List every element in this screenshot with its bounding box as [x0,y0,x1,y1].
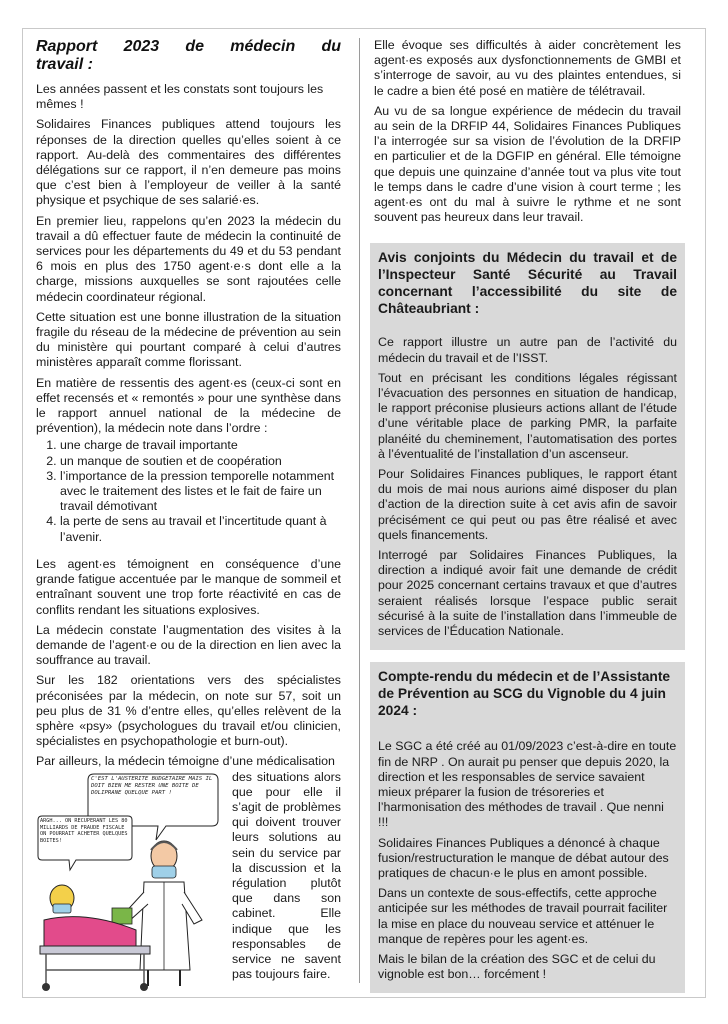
column-divider [359,38,360,983]
title-word: 2023 [123,38,160,55]
title-word: Rapport [36,38,98,55]
paragraph: Les années passent et les constats sont toujours les mêmes ! [36,82,324,112]
paragraph: Elle évoque ses difficultés à aider concrètement les agent·es exposés aux dysfonctionnements de GMBI et s’interroge de savoir, au vu des plaintes entendues, si le cadre a bien été posé en matière de télétravail. [374,38,681,98]
right-column [374,38,681,993]
ressentis-list [36,438,341,544]
doctor-speech-text: C'EST L'AUSTÉRITÉ BUDGÉTAIRE MAIS IL DOIT BIEN ME RESTER UNE BOITE DE DOLIPRANE QUELQUE PART ! [91,775,213,796]
paragraph: des situations alors que pour elle il s’agit de problèmes qui doivent trouver leurs solutions au sein du service par la discussion et la régulation plutôt que dans son cabinet. Elle indique que les responsables de service ne savent pas toujours faire. [232,769,341,982]
paragraph: Tout en précisant les conditions légales régissant l’évacuation des personnes en situation de handicap, le rapport préconise plusieurs actions allant de l’étude d’une véritable place de parking PMR, la parfaite planéité du cheminement, l’automatisation des portes à l’éventualité de l’installation d’un ascenseur. [378,370,677,461]
paragraph: En matière de ressentis des agent·es (ceux-ci sont en effet recensés et « remontés » pour une synthèse dans le rapport annuel national de la médecine de prévention), la médecin note dans l’ordre : [36,375,341,436]
paragraph: Mais le bilan de la création des SGC et de celui du vignoble est bon… forcément ! [378,951,656,982]
paragraph: La médecin constate l’augmentation des visites à la demande de l’agent·e ou de la direction en lien avec la souffrance au travail. [36,622,341,668]
scg-vignoble-box [370,662,685,993]
paragraph: Solidaires Finances Publiques a dénoncé à chaque fusion/restructuration le manque de débat autour des pratiques de chacun·e le plus en amont possible. [378,835,669,880]
title-word: du [321,38,341,55]
doctor-cartoon [36,770,226,995]
box-title: Avis conjoints du Médecin du travail et de l’Inspecteur Santé Sécurité au Travail concernant l’accessibilité du site de Châteaubriant : [378,250,677,317]
box-title: Compte-rendu du médecin et de l’Assistante de Prévention au SCG du Vignoble du 4 juin 2024 : [378,669,671,719]
title-word: médecin [230,38,296,55]
article-title [36,38,341,74]
title-word: de [185,38,205,55]
left-column [36,38,341,995]
paragraph: Pour Solidaires Finances publiques, le rapport étant du mois de mai nous aurions aimé disposer du plan d’action de la direction suite à cet avis afin de savoir précisément ce qui peut ou pas être réalisé et avec quels financements. [378,467,677,542]
list-item: 4. la perte de sens au travail et l’incertitude quant à l’avenir. [60,514,341,544]
paragraph: Par ailleurs, la médecin témoigne d’une médicalisation [36,754,335,769]
paragraph: Dans un contexte de sous-effectifs, cette approche anticipée sur les méthodes de travail pourrait faciliter la mise en place du nouveau service et atténuer le manque de repères pour les agent·es. [378,886,668,946]
paragraph: Cette situation est une bonne illustration de la situation fragile du réseau de la médecine de prévention au sein du ministère qui pourtant comparé à celui d’autres ministères apparaît comme florissant. [36,309,341,370]
paragraph: Interrogé par Solidaires Finances Publiques, la direction a indiqué avoir fait une demande de crédit pour 2025 concernant certains travaux et que d’autres seraient réalisés lorsque l’espace public serait sécurisé à la suite de l’installation dans l’immeuble de services de l’Éducation Nationale. [378,548,677,639]
paragraph: Le SGC a été créé au 01/09/2023 c’est-à-dire en toute fin de NRP . On aurait pu penser que depuis 2020, la direction et les responsables de service savaient mieux préparer la fusion de trésoreries et l’harmonisation des méthodes de travail . Que nenni !!! [378,739,677,830]
title-line-2: travail : [36,56,93,73]
doctor-cartoon-drawing [36,770,226,995]
list-item: 2. un manque de soutien et de coopération [60,454,341,469]
list-item: 3. l’importance de la pression temporelle notamment avec le traitement des listes et le fait de faire un travail démotivant [60,469,341,515]
paragraph: Sur les 182 orientations vers des spécialistes préconisées par la médecin, on note sur 57, soit un peu plus de 31 % d’entre elles, qu’elles relèvent de la sphère «psy» (psychologues du travail et/ou clinicien, spécialistes en psychopathologie et burn-out). [36,673,341,749]
list-item: 1. une charge de travail importante [60,438,341,453]
paragraph: Au vu de sa longue expérience de médecin du travail au sein de la DRFIP 44, Solidaires Finances Publiques l’a interrogée sur sa vision de l’évolution de la DRFIP en particulier et de la DGFIP en général. Elle témoigne que depuis une quinzaine d’année tout va plus vite tout le temps dans le cadre d’une vision à court terme ; les agent·es ont du mal à suivre le rythme et ne sont souvent pas heureux dans leur travail. [374,103,681,225]
paragraph: Ce rapport illustre un autre pan de l’activité du médecin du travail et de l’ISST. [378,335,677,365]
patient-speech-text: ARGH... ON RÉCUPÉRANT LES 80 MILLIARDS DE FRAUDE FISCALE ON POURRAIT ACHETER QUELQUES BOITES! [40,817,128,844]
paragraph: En premier lieu, rappelons qu’en 2023 la médecin du travail a dû effectuer faute de médecin la continuité de services pour les départements du 49 et du 53 pendant 6 mois en plus des 1750 agent·e·s dont elle a la charge, missions auxquelles se sont rajoutées celle médecin coordinateur régional. [36,213,341,304]
paragraph: Solidaires Finances publiques attend toujours les réponses de la direction quelles qu’elles soient à ce rapport. Au-delà des commentaires des différentes délégations sur ce rapport, il n’en demeure pas moins que c’est bien à l’employeur de veiller à la santé physique et psychique de ses salarié·es. [36,117,341,208]
paragraph: Les agent·es témoignent en conséquence d’une grande fatigue accentuée par le manque de sommeil et entraînant souvent une trop forte réactivité en cas de conflits rendant les situations explosives. [36,556,341,617]
accessibility-box [370,243,685,650]
cartoon-section [36,770,341,983]
